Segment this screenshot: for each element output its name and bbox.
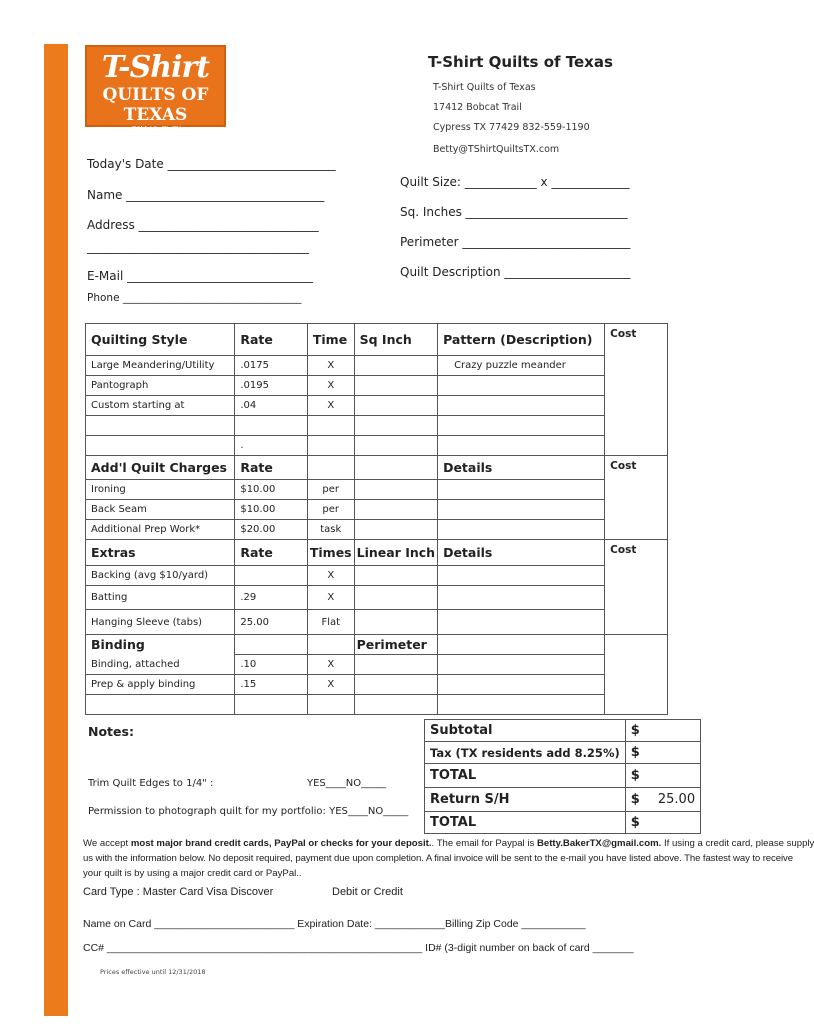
summary-table — [424, 719, 701, 834]
payment-text-3: If using a credit card, please supply — [661, 838, 814, 849]
binding-rate-cell: .10 — [235, 655, 308, 675]
payment-text-2: . The email for Paypal is — [431, 838, 535, 849]
addl-unit-cell: per — [307, 480, 354, 500]
extras-rate-header: Rate — [235, 540, 308, 566]
extras-linear-inch-header: Linear Inch — [354, 540, 437, 566]
logo-line-1: T-Shirt — [101, 50, 210, 85]
binding-header-row — [86, 635, 668, 655]
table-row — [86, 695, 668, 715]
trim-edges-label: Trim Quilt Edges to 1/4" : — [88, 778, 214, 789]
todays-date-field[interactable]: Today's Date ____________________________ — [87, 157, 336, 171]
rate-cell: .0195 — [235, 376, 308, 396]
binding-details-cell[interactable] — [438, 675, 605, 695]
quilt-description-field[interactable]: Quilt Description _____________________ — [400, 265, 631, 279]
address-field[interactable]: Address ______________________________ — [87, 218, 319, 232]
grand-total-value[interactable] — [625, 812, 700, 834]
quilting-style-header: Quilting Style — [86, 324, 235, 356]
payment-text-5: your quilt is by using a major credit card or PayPal.. — [83, 868, 302, 879]
table-row — [86, 436, 668, 456]
addl-label-cell: Additional Prep Work* — [86, 520, 235, 540]
addl-header-row — [86, 456, 668, 480]
debit-credit-field[interactable]: Debit or Credit — [332, 886, 403, 898]
company-logo — [85, 45, 226, 133]
payment-text-1: We accept — [83, 838, 129, 849]
total-label: TOTAL — [425, 764, 626, 788]
table-row — [425, 764, 701, 788]
table-row — [86, 675, 668, 695]
name-field[interactable]: Name _________________________________ — [87, 188, 325, 202]
logo-url: www.TShirtQuiltsTX.com — [113, 126, 198, 133]
name-on-card-field[interactable]: Name on Card ________________________ Expiration Date: ____________Billing Zip Code ___________ — [83, 918, 586, 930]
table-row — [86, 396, 668, 416]
binding-perimeter-cell[interactable] — [354, 675, 437, 695]
time-header: Time — [307, 324, 354, 356]
table-row — [86, 586, 668, 610]
dollar-sign: $ — [630, 745, 640, 760]
addl-label-cell: Ironing — [86, 480, 235, 500]
table-row — [86, 655, 668, 675]
extras-details-cell[interactable] — [438, 566, 605, 586]
binding-unit-cell: X — [307, 675, 354, 695]
addl-qty-cell[interactable] — [354, 520, 437, 540]
quilt-size-field[interactable]: Quilt Size: ____________ x _____________ — [400, 175, 630, 189]
table-row — [425, 742, 701, 764]
table-row — [86, 520, 668, 540]
addl-qty-cell[interactable] — [354, 480, 437, 500]
table-row — [86, 566, 668, 586]
company-name: T-Shirt Quilts of Texas — [433, 82, 536, 93]
extras-details-cell[interactable] — [438, 610, 605, 635]
addl-rate-cell: $10.00 — [235, 500, 308, 520]
binding-perimeter-header: Perimeter — [354, 635, 437, 655]
addl-details-header: Details — [438, 456, 605, 480]
extras-unit-cell: X — [307, 566, 354, 586]
binding-rate-cell: .15 — [235, 675, 308, 695]
photo-permission[interactable]: Permission to photograph quilt for my portfolio: YES____NO_____ — [88, 806, 409, 817]
sq-inch-header: Sq Inch — [354, 324, 437, 356]
addl-charges-header: Add'l Quilt Charges — [86, 456, 235, 480]
quilting-header-row — [86, 324, 668, 356]
dollar-sign: $ — [630, 815, 640, 830]
orange-side-bar — [44, 44, 68, 1016]
addl-details-cell[interactable] — [438, 500, 605, 520]
table-row — [425, 812, 701, 834]
card-type-field[interactable]: Card Type : Master Card Visa Discover — [83, 886, 274, 898]
grand-total-label: TOTAL — [425, 812, 626, 834]
time-cell: X — [307, 396, 354, 416]
dollar-sign: $ — [630, 792, 640, 807]
extras-qty-cell[interactable] — [354, 610, 437, 635]
table-row — [425, 720, 701, 742]
company-email: Betty@TShirtQuiltsTX.com — [433, 144, 560, 155]
extras-label-cell: Hanging Sleeve (tabs) — [86, 610, 235, 635]
table-row — [86, 416, 668, 436]
addl-qty-cell[interactable] — [354, 500, 437, 520]
return-sh-value[interactable] — [625, 788, 700, 812]
pattern-cell[interactable] — [438, 376, 605, 396]
email-field[interactable]: E-Mail _______________________________ — [87, 269, 314, 283]
company-title: T-Shirt Quilts of Texas — [428, 53, 613, 71]
addl-rate-header: Rate — [235, 456, 308, 480]
rate-cell: .0175 — [235, 356, 308, 376]
subtotal-label: Subtotal — [425, 720, 626, 742]
extras-rate-cell: 25.00 — [235, 610, 308, 635]
extras-header: Extras — [86, 540, 235, 566]
table-row — [86, 356, 668, 376]
cc-number-field[interactable]: CC# ______________________________________________________ ID# (3-digit number on back of card _______ — [83, 942, 634, 954]
extras-header-row — [86, 540, 668, 566]
trim-edges-yes-no[interactable]: YES____NO_____ — [307, 778, 387, 789]
notes-label: Notes: — [88, 724, 134, 739]
binding-unit-cell: X — [307, 655, 354, 675]
sq-inch-cell[interactable] — [354, 376, 437, 396]
table-row — [86, 480, 668, 500]
binding-header: Binding — [86, 635, 235, 655]
pricing-table — [85, 323, 668, 715]
addl-unit-cell: task — [307, 520, 354, 540]
payment-text-bold: most major brand credit cards, PayPal or checks for your deposit. — [130, 838, 432, 849]
total-value[interactable] — [625, 764, 700, 788]
extras-unit-cell: Flat — [307, 610, 354, 635]
extras-cost-header: Cost — [605, 540, 668, 635]
dot-mark: . — [235, 436, 308, 456]
addl-label-cell: Back Seam — [86, 500, 235, 520]
sq-inch-cell[interactable] — [354, 396, 437, 416]
table-row — [86, 500, 668, 520]
tax-label: Tax (TX residents add 8.25%) — [425, 742, 626, 764]
logo-line-2: QUILTS OF TEXAS — [102, 85, 209, 125]
dollar-sign: $ — [630, 768, 640, 783]
time-cell: X — [307, 356, 354, 376]
company-street: 17412 Bobcat Trail — [433, 102, 522, 113]
pattern-header: Pattern (Description) — [438, 324, 605, 356]
binding-details-cell[interactable] — [438, 655, 605, 675]
addl-details-cell[interactable] — [438, 520, 605, 540]
rate-cell: .04 — [235, 396, 308, 416]
subtotal-value[interactable] — [625, 720, 700, 742]
extras-label-cell: Backing (avg $10/yard) — [86, 566, 235, 586]
dollar-sign: $ — [630, 723, 640, 738]
binding-perimeter-cell[interactable] — [354, 655, 437, 675]
extras-details-header: Details — [438, 540, 605, 566]
addl-cost-header: Cost — [605, 456, 668, 540]
extras-rate-cell: .29 — [235, 586, 308, 610]
prices-effective-note: Prices effective until 12/31/2018 — [100, 968, 206, 976]
phone-field[interactable]: Phone __________________________________ — [87, 292, 302, 304]
addl-details-cell[interactable] — [438, 480, 605, 500]
extras-rate-cell — [235, 566, 308, 586]
extras-times-header: Times — [307, 540, 354, 566]
pattern-cell[interactable]: Crazy puzzle meander — [438, 356, 605, 376]
quilting-style-cell: Large Meandering/Utility — [86, 356, 235, 376]
binding-label-cell: Prep & apply binding — [86, 675, 235, 695]
address-line-2-field[interactable]: _____________________________________ — [87, 240, 309, 254]
extras-details-cell[interactable] — [438, 586, 605, 610]
tax-value[interactable] — [625, 742, 700, 764]
table-row — [86, 376, 668, 396]
pattern-cell[interactable] — [438, 396, 605, 416]
summary-value: 25.00 — [657, 792, 696, 807]
paypal-email: Betty.BakerTX@gmail.com. — [536, 838, 662, 849]
sq-inches-field[interactable]: Sq. Inches ___________________________ — [400, 205, 628, 219]
table-row — [86, 610, 668, 635]
extras-unit-cell: X — [307, 586, 354, 610]
return-sh-label: Return S/H — [425, 788, 626, 812]
sq-inch-cell[interactable] — [354, 356, 437, 376]
addl-rate-cell: $20.00 — [235, 520, 308, 540]
binding-label-cell: Binding, attached — [86, 655, 235, 675]
quilting-style-cell: Custom starting at — [86, 396, 235, 416]
addl-unit-cell: per — [307, 500, 354, 520]
perimeter-field[interactable]: Perimeter ____________________________ — [400, 235, 631, 249]
extras-qty-cell[interactable] — [354, 566, 437, 586]
table-row — [425, 788, 701, 812]
payment-text-4: us with the information below. No deposit required, payment due upon completion. A final invoice will be sent to the e-mail you have listed above. The fastest way to receive — [83, 853, 793, 864]
extras-label-cell: Batting — [86, 586, 235, 610]
extras-qty-cell[interactable] — [354, 586, 437, 610]
quilting-cost-header: Cost — [605, 324, 668, 456]
time-cell: X — [307, 376, 354, 396]
payment-paragraph — [83, 836, 814, 881]
quilting-style-cell: Pantograph — [86, 376, 235, 396]
company-city-phone: Cypress TX 77429 832-559-1190 — [433, 122, 590, 133]
rate-header: Rate — [235, 324, 308, 356]
addl-rate-cell: $10.00 — [235, 480, 308, 500]
